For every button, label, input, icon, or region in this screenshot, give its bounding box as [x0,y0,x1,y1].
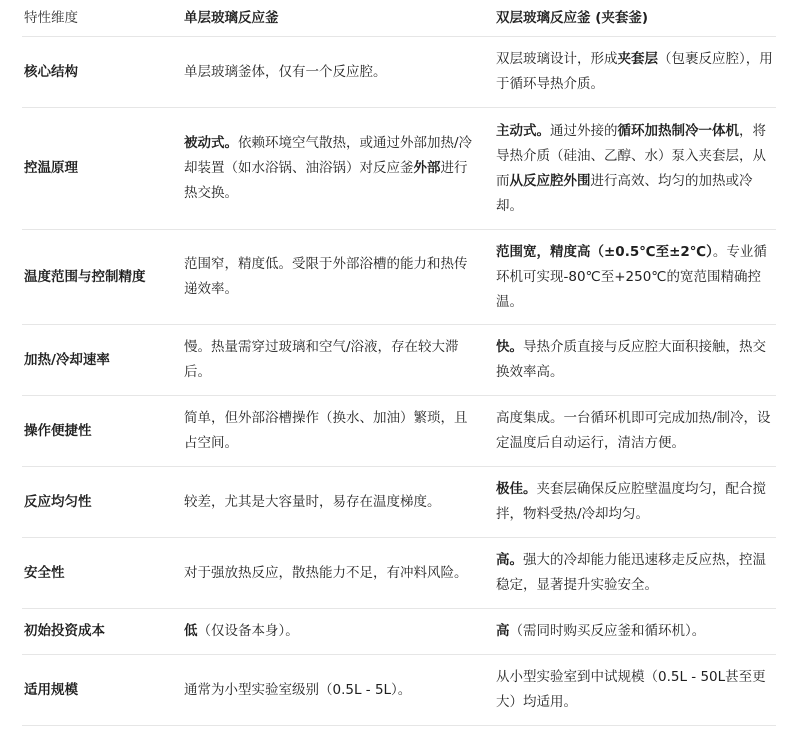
single-layer-cell [182,37,494,108]
bold-text-segment: 快。 [496,339,523,355]
double-layer-cell [494,609,776,655]
table-row [22,609,776,655]
feature-cell: 安全性 [22,538,182,609]
single-layer-cell [182,609,494,655]
table-header-row [22,0,776,37]
text-segment: 范围窄，精度低。受限于外部浴槽的能力和热传递效率。 [184,256,468,297]
text-segment: （需同时购买反应釜和循环机）。 [509,623,706,639]
text-segment: ，将导热介质（硅油、乙醇、水）泵入夹套层，从而 [496,122,766,189]
feature-cell: 反应均匀性 [22,467,182,538]
single-layer-cell [182,538,494,609]
text-segment: 慢。热量需穿过玻璃和空气/浴液，存在较大滞后。 [184,339,459,380]
text-segment: 进行高效、均匀的加热或冷却。 [496,172,753,214]
bold-text-segment: 高 [496,623,510,639]
text-segment: （包裹反应腔），用于循环导热介质。 [496,51,773,92]
feature-cell: 加热/冷却速率 [22,325,182,396]
table-row [22,325,776,396]
double-layer-cell [494,655,776,726]
double-layer-cell [494,230,776,325]
single-layer-cell [182,325,494,396]
table-row [22,655,776,726]
feature-cell: 初始投资成本 [22,609,182,655]
text-segment: 对于强放热反应，散热能力不足，有冲料风险。 [184,564,468,581]
single-layer-cell [182,396,494,467]
text-segment: 较差，尤其是大容量时，易存在温度梯度。 [184,493,441,510]
table-row [22,538,776,609]
bold-text-segment: 从反应腔外围 [509,172,591,189]
text-segment: 。专业循环机可实现-80℃至+250℃的宽范围精确控温。 [496,243,767,310]
bold-text-segment: 主动式。 [496,122,550,139]
double-layer-cell [494,325,776,396]
single-layer-cell [182,108,494,230]
feature-cell: 控温原理 [22,108,182,230]
table-row [22,467,776,538]
table-row [22,230,776,325]
text-segment: 强大的冷却能力能迅速移走反应热，控温稳定，显著提升实验安全。 [496,552,766,593]
text-segment: 通常为小型实验室级别（0.5L - 5L）。 [184,681,412,698]
bold-text-segment: 被动式。 [184,135,238,151]
feature-cell: 适用规模 [22,655,182,726]
text-segment: 双层玻璃设计，形成 [496,51,618,67]
text-segment: 夹套层确保反应腔壁温度均匀，配合搅拌，物料受热/冷却均匀。 [496,481,766,522]
text-segment: 通过外接的 [550,122,618,139]
feature-cell: 核心结构 [22,37,182,108]
header-single-layer: 单层玻璃反应釜 [182,0,494,37]
text-segment: 单层玻璃釜体，仅有一个反应腔。 [184,63,387,80]
single-layer-cell [182,467,494,538]
double-layer-cell [494,108,776,230]
comparison-table [22,0,776,726]
text-segment: 导热介质直接与反应腔大面积接触，热交换效率高。 [496,339,766,380]
bold-text-segment: 循环加热制冷一体机 [617,122,739,139]
text-segment: 简单，但外部浴槽操作（换水、加油）繁琐，且占空间。 [184,410,468,451]
bold-text-segment: 范围宽，精度高（±0.5℃至±2℃） [496,243,713,260]
single-layer-cell [182,230,494,325]
bold-text-segment: 低 [184,623,198,639]
double-layer-cell [494,396,776,467]
text-segment: 进行热交换。 [184,160,468,201]
feature-cell: 温度范围与控制精度 [22,230,182,325]
single-layer-cell [182,655,494,726]
text-segment: （仅设备本身）。 [197,623,299,639]
bold-text-segment: 夹套层 [617,51,658,67]
bold-text-segment: 极佳。 [496,481,537,497]
table-row [22,37,776,108]
table-row [22,108,776,230]
header-feature: 特性维度 [22,0,182,37]
double-layer-cell [494,467,776,538]
table-row [22,396,776,467]
double-layer-cell [494,538,776,609]
feature-cell: 操作便捷性 [22,396,182,467]
text-segment: 依赖环境空气散热，或通过外部加热/冷却装置（如水浴锅、油浴锅）对反应釜 [184,135,473,176]
header-double-layer: 双层玻璃反应釜 (夹套釜) [494,0,776,37]
bold-text-segment: 高。 [496,552,523,568]
double-layer-cell [494,37,776,108]
text-segment: 高度集成。一台循环机即可完成加热/制冷，设定温度后自动运行，清洁方便。 [496,410,771,451]
text-segment: 从小型实验室到中试规模（0.5L - 50L甚至更大）均适用。 [496,669,766,710]
bold-text-segment: 外部 [413,160,441,176]
